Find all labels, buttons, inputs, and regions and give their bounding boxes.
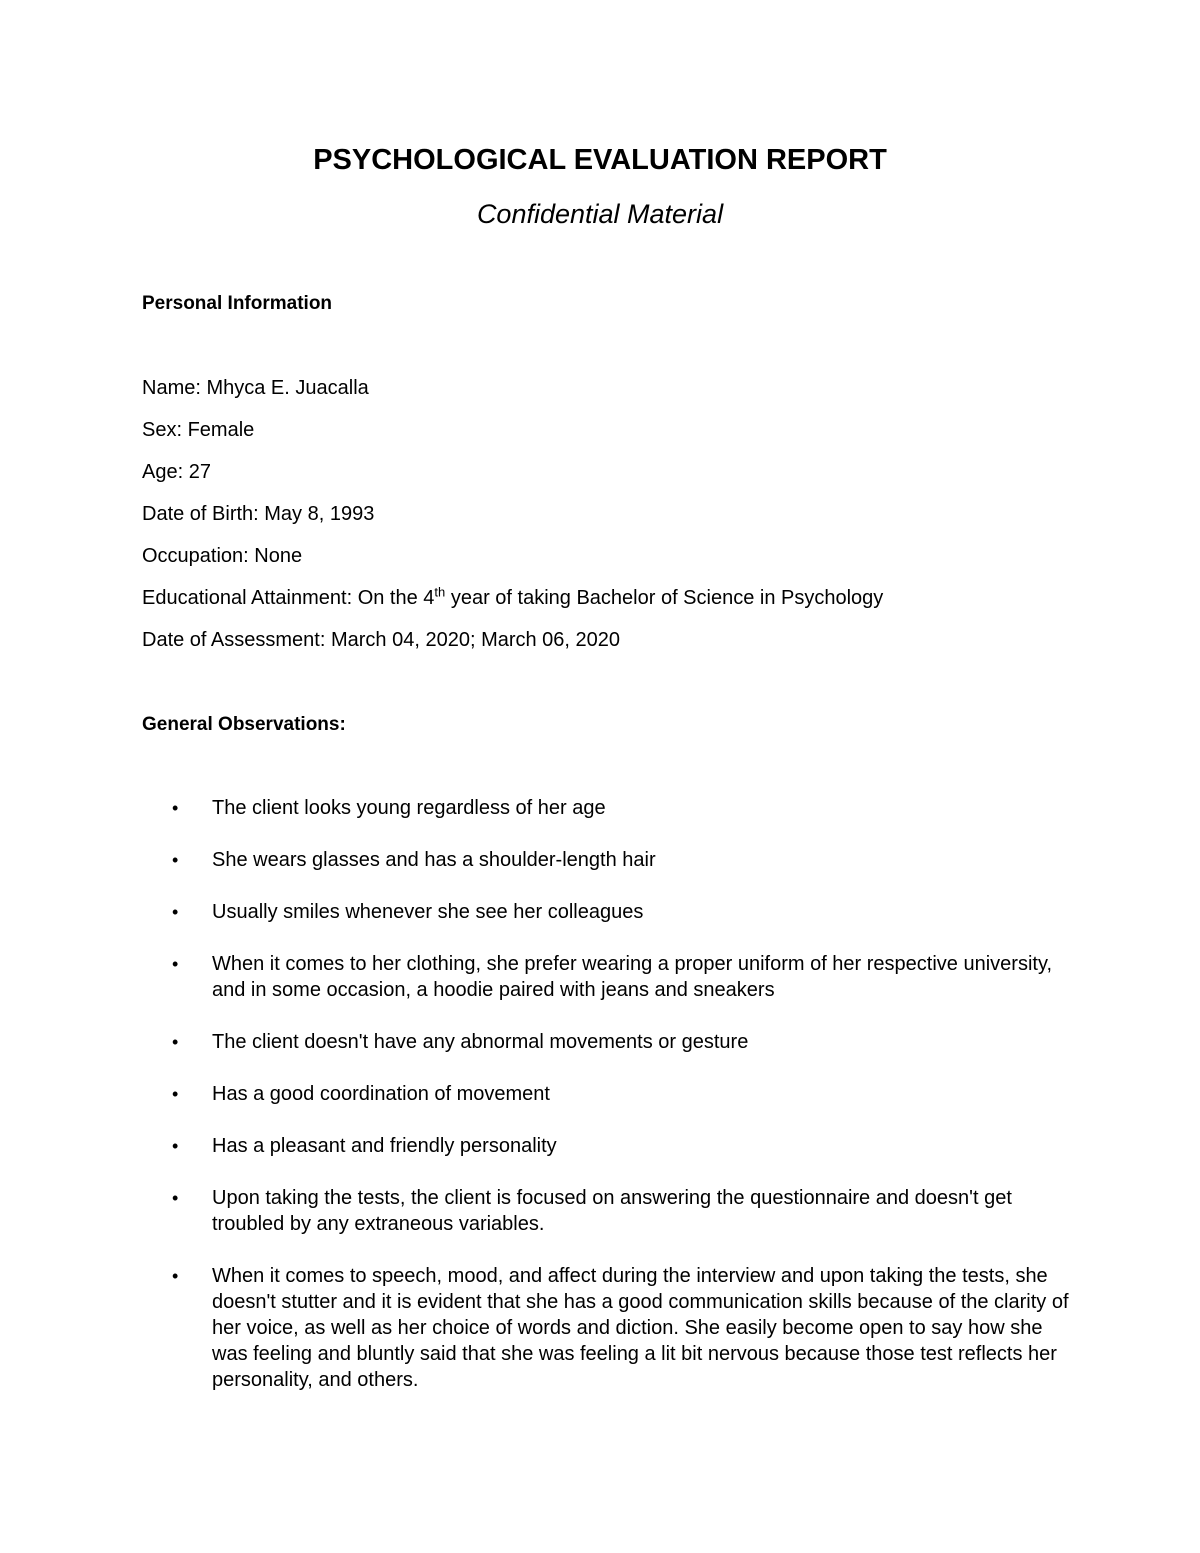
bullet-icon: • <box>172 1188 179 1208</box>
observation-text: The client doesn't have any abnormal movements or gesture <box>212 1031 749 1053</box>
educational-attainment-suffix: year of taking Bachelor of Science in Psychology <box>445 587 884 609</box>
observation-text: She wears glasses and has a shoulder-length hair <box>212 849 656 871</box>
document-subtitle: Confidential Material <box>476 199 724 229</box>
observation-item <box>172 951 1072 1003</box>
observation-item <box>172 1133 1072 1159</box>
bullet-icon: • <box>172 954 179 974</box>
bullet-icon: • <box>172 1032 179 1052</box>
observation-text: Has a pleasant and friendly personality <box>212 1135 557 1157</box>
personal-information-list <box>142 376 1102 670</box>
educational-attainment-superscript: th <box>434 584 446 600</box>
educational-attainment-field <box>142 586 1102 610</box>
observation-text: Has a good coordination of movement <box>212 1083 550 1105</box>
bullet-icon: • <box>172 1266 179 1286</box>
personal-information-heading: Personal Information <box>142 293 333 314</box>
observation-text: When it comes to speech, mood, and affect during the interview and upon taking the tests, she doesn't stutter and it is evident that she has a good communication skills because of the clarity of her voice, as well as her choice of words and diction. She easily become open to say how she was feeling and bluntly said that she was feeling a lit bit nervous because those test reflects her personality, and others. <box>212 1265 1069 1391</box>
observation-text: Upon taking the tests, the client is focused on answering the questionnaire and doesn't get troubled by any extraneous variables. <box>212 1187 1012 1235</box>
date-of-birth-field: Date of Birth: May 8, 1993 <box>142 503 375 525</box>
bullet-icon: • <box>172 850 179 870</box>
bullet-icon: • <box>172 1136 179 1156</box>
bullet-icon: • <box>172 1084 179 1104</box>
observation-item <box>172 1185 1072 1237</box>
observation-item <box>172 1081 1072 1107</box>
observation-item <box>172 1029 1072 1055</box>
observation-text: When it comes to her clothing, she prefer wearing a proper uniform of her respective university, and in some occasion, a hoodie paired with jeans and sneakers <box>212 953 1053 1001</box>
bullet-icon: • <box>172 798 179 818</box>
age-field: Age: 27 <box>142 461 211 483</box>
observation-text: The client looks young regardless of her age <box>212 797 606 819</box>
observation-item <box>172 795 1072 821</box>
observation-item <box>172 1263 1072 1393</box>
educational-attainment-prefix: Educational Attainment: On the 4 <box>142 587 435 609</box>
sex-field: Sex: Female <box>142 419 255 441</box>
observation-item <box>172 899 1072 925</box>
observation-item <box>172 847 1072 873</box>
document-title: PSYCHOLOGICAL EVALUATION REPORT <box>313 144 887 176</box>
bullet-icon: • <box>172 902 179 922</box>
observation-text: Usually smiles whenever she see her colleagues <box>212 901 644 923</box>
general-observations-list <box>172 795 1072 1419</box>
occupation-field: Occupation: None <box>142 545 303 567</box>
general-observations-heading: General Observations: <box>142 714 346 735</box>
name-field: Name: Mhyca E. Juacalla <box>142 377 369 399</box>
date-of-assessment-field: Date of Assessment: March 04, 2020; March 06, 2020 <box>142 629 621 651</box>
